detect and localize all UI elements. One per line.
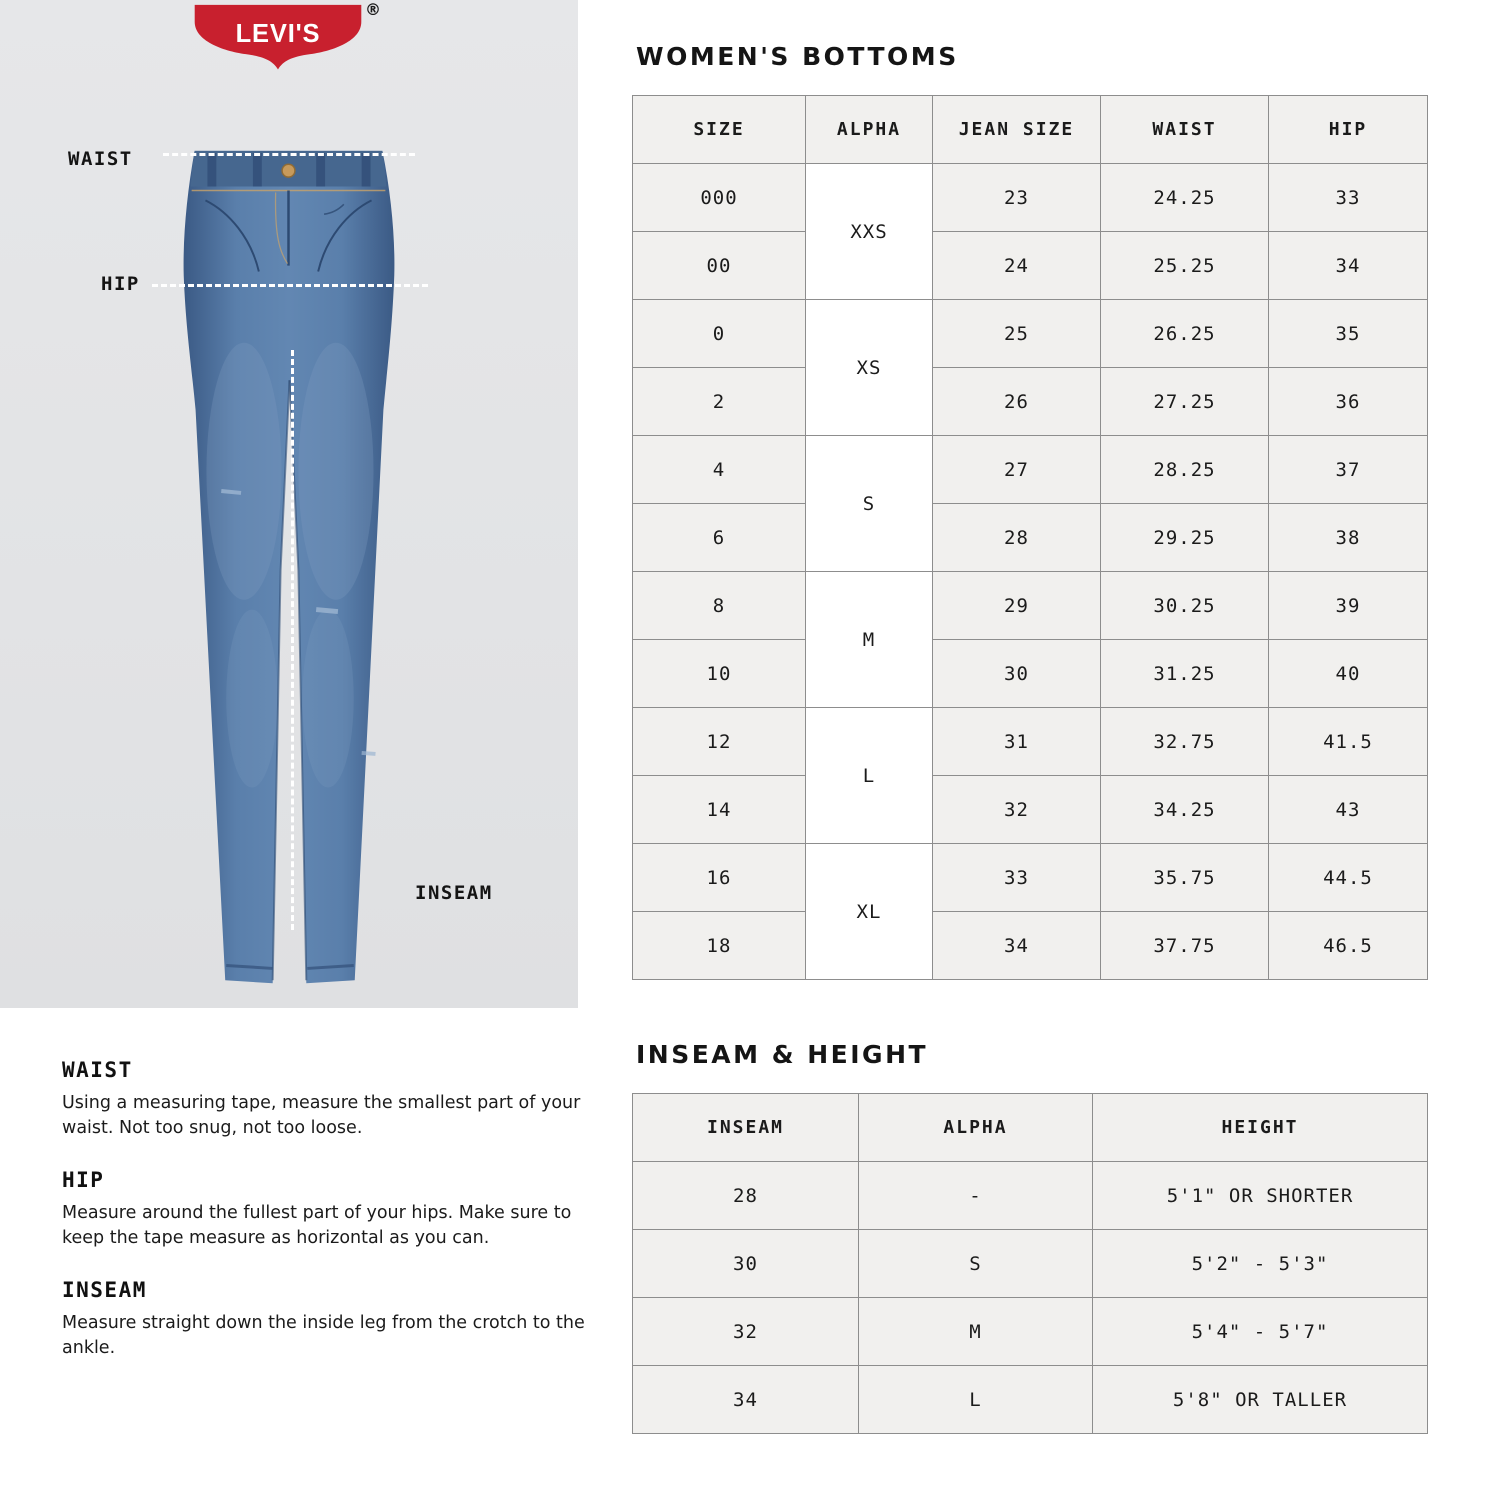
cell-jean-size: 31	[933, 708, 1101, 776]
levis-logo	[193, 0, 393, 82]
cell-hip: 37	[1269, 436, 1428, 504]
cell-size: 10	[633, 640, 806, 708]
table-row	[633, 572, 1428, 640]
cell-inseam: 32	[633, 1298, 859, 1366]
waist-label: WAIST	[68, 148, 133, 170]
cell-waist: 27.25	[1101, 368, 1269, 436]
cell-jean-size: 34	[933, 912, 1101, 980]
cell-hip: 34	[1269, 232, 1428, 300]
cell-hip: 46.5	[1269, 912, 1428, 980]
cell-jean-size: 24	[933, 232, 1101, 300]
cell-inseam: 28	[633, 1162, 859, 1230]
cell-alpha: S	[859, 1230, 1093, 1298]
table-row	[633, 436, 1428, 504]
cell-jean-size: 27	[933, 436, 1101, 504]
table-row	[633, 776, 1428, 844]
table-row	[633, 1366, 1428, 1434]
cell-size: 8	[633, 572, 806, 640]
cell-waist: 37.75	[1101, 912, 1269, 980]
cell-inseam: 34	[633, 1366, 859, 1434]
cell-jean-size: 26	[933, 368, 1101, 436]
table-row	[633, 912, 1428, 980]
cell-size: 00	[633, 232, 806, 300]
cell-hip: 38	[1269, 504, 1428, 572]
cell-waist: 31.25	[1101, 640, 1269, 708]
cell-size: 16	[633, 844, 806, 912]
cell-alpha: S	[806, 436, 933, 572]
col-header-alpha: ALPHA	[859, 1094, 1093, 1162]
table-row	[633, 844, 1428, 912]
cell-hip: 39	[1269, 572, 1428, 640]
col-header-alpha: ALPHA	[806, 96, 933, 164]
table-row	[633, 708, 1428, 776]
guide-section-inseam	[62, 1278, 594, 1362]
cell-height: 5'2" - 5'3"	[1093, 1230, 1428, 1298]
cell-size: 14	[633, 776, 806, 844]
cell-size: 18	[633, 912, 806, 980]
table-row	[633, 164, 1428, 232]
cell-size: 2	[633, 368, 806, 436]
cell-alpha: M	[859, 1298, 1093, 1366]
cell-alpha: XL	[806, 844, 933, 980]
hip-label: HIP	[101, 273, 140, 295]
col-header-waist: WAIST	[1101, 96, 1269, 164]
cell-hip: 43	[1269, 776, 1428, 844]
cell-waist: 30.25	[1101, 572, 1269, 640]
levis-wordmark: LEVI'S	[235, 20, 321, 49]
guide-body-waist: Using a measuring tape, measure the smallest part of your waist. Not too snug, not too loose.	[62, 1093, 581, 1139]
cell-waist: 32.75	[1101, 708, 1269, 776]
cell-waist: 24.25	[1101, 164, 1269, 232]
table-row	[633, 1230, 1428, 1298]
cell-waist: 28.25	[1101, 436, 1269, 504]
cell-hip: 35	[1269, 300, 1428, 368]
cell-size: 0	[633, 300, 806, 368]
guide-section-hip	[62, 1168, 594, 1252]
cell-size: 4	[633, 436, 806, 504]
measurement-guide	[62, 1058, 594, 1387]
cell-size: 12	[633, 708, 806, 776]
header-row	[633, 1094, 1428, 1162]
hip-measure-line	[152, 284, 428, 287]
inseam-measure-line	[291, 350, 294, 930]
cell-jean-size: 25	[933, 300, 1101, 368]
guide-title-waist: WAIST	[62, 1058, 133, 1082]
cell-hip: 44.5	[1269, 844, 1428, 912]
cell-alpha: M	[806, 572, 933, 708]
cell-waist: 29.25	[1101, 504, 1269, 572]
cell-waist: 26.25	[1101, 300, 1269, 368]
table-row	[633, 1298, 1428, 1366]
col-header-jean: JEAN SIZE	[933, 96, 1101, 164]
cell-alpha: XS	[806, 300, 933, 436]
guide-body-hip: Measure around the fullest part of your hips. Make sure to keep the tape measure as horizontal as you can.	[62, 1202, 572, 1249]
table-row	[633, 504, 1428, 572]
col-header-inseam: INSEAM	[633, 1094, 859, 1162]
cell-waist: 35.75	[1101, 844, 1269, 912]
inseam-height-block	[632, 1040, 1427, 1434]
inseam-height-table	[632, 1093, 1428, 1434]
cell-jean-size: 23	[933, 164, 1101, 232]
cell-alpha: L	[859, 1366, 1093, 1434]
table-row	[633, 1162, 1428, 1230]
cell-jean-size: 30	[933, 640, 1101, 708]
levis-batwing-icon	[193, 0, 363, 76]
table-row	[633, 640, 1428, 708]
cell-inseam: 30	[633, 1230, 859, 1298]
cell-height: 5'1" OR SHORTER	[1093, 1162, 1428, 1230]
size-tables-column	[632, 42, 1427, 1434]
cell-hip: 41.5	[1269, 708, 1428, 776]
waist-measure-line	[163, 153, 415, 156]
cell-size: 000	[633, 164, 806, 232]
col-header-size: SIZE	[633, 96, 806, 164]
cell-hip: 36	[1269, 368, 1428, 436]
cell-jean-size: 32	[933, 776, 1101, 844]
jeans-photo-panel	[0, 0, 578, 1008]
col-header-height: HEIGHT	[1093, 1094, 1428, 1162]
guide-body-inseam: Measure straight down the inside leg from the crotch to the ankle.	[62, 1312, 585, 1358]
inseam-height-title: INSEAM & HEIGHT	[636, 1040, 929, 1069]
cell-waist: 25.25	[1101, 232, 1269, 300]
cell-alpha: L	[806, 708, 933, 844]
cell-waist: 34.25	[1101, 776, 1269, 844]
table-row	[633, 368, 1428, 436]
cell-size: 6	[633, 504, 806, 572]
table-row	[633, 300, 1428, 368]
womens-bottoms-title: WOMEN'S BOTTOMS	[636, 42, 959, 71]
cell-hip: 33	[1269, 164, 1428, 232]
guide-section-waist	[62, 1058, 594, 1142]
header-row	[633, 96, 1428, 164]
cell-height: 5'8" OR TALLER	[1093, 1366, 1428, 1434]
cell-alpha: XXS	[806, 164, 933, 300]
guide-title-hip: HIP	[62, 1167, 105, 1192]
col-header-hip: HIP	[1269, 96, 1428, 164]
cell-jean-size: 33	[933, 844, 1101, 912]
womens-bottoms-table	[632, 95, 1428, 980]
cell-jean-size: 28	[933, 504, 1101, 572]
table-row	[633, 232, 1428, 300]
cell-hip: 40	[1269, 640, 1428, 708]
inseam-label: INSEAM	[415, 882, 493, 904]
registered-trademark: ®	[365, 0, 381, 19]
cell-height: 5'4" - 5'7"	[1093, 1298, 1428, 1366]
cell-alpha: -	[859, 1162, 1093, 1230]
cell-jean-size: 29	[933, 572, 1101, 640]
jeans-illustration	[150, 145, 427, 1005]
guide-title-inseam: INSEAM	[62, 1277, 147, 1302]
